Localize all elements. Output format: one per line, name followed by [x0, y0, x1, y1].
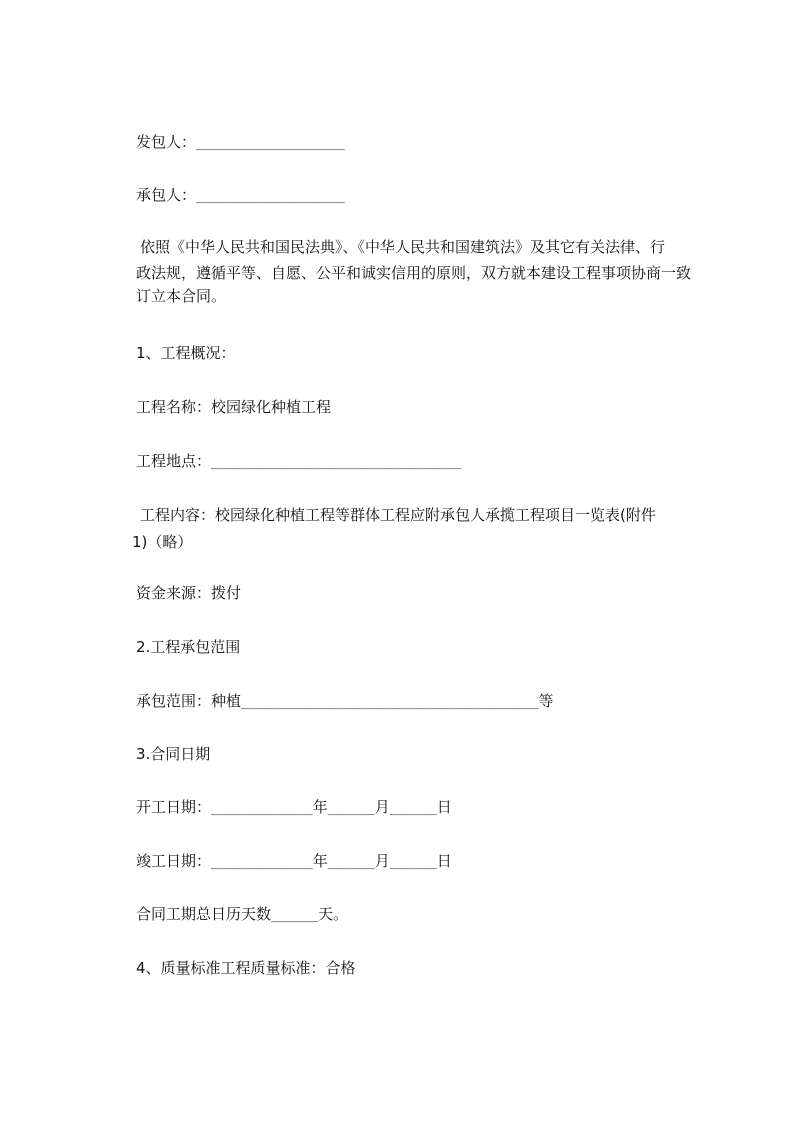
project-name-label: 工程名称：: [136, 398, 212, 416]
end-year-blank: _____________: [211, 855, 313, 870]
contractor-label: 承包人：: [136, 186, 197, 204]
start-day-blank: ______: [389, 801, 437, 816]
start-day-unit: 日: [436, 798, 452, 816]
preamble-line-2: 政法规，遵循平等、自愿、公平和诚实信用的原则，双方就本建设工程事项协商一致: [136, 264, 692, 282]
employer-blank: ___________________: [196, 136, 345, 151]
project-content-line-2: 1)（略）: [132, 533, 193, 551]
funding-label: 资金来源：: [136, 584, 212, 602]
project-location-label: 工程地点：: [136, 452, 212, 470]
start-month-unit: 月: [374, 798, 390, 816]
preamble-line-3: 订立本合同。: [136, 287, 227, 305]
duration-line: [136, 904, 348, 926]
project-location-line: [136, 451, 461, 473]
scope-blank: ______________________________________: [241, 695, 539, 710]
duration-blank: ______: [271, 908, 318, 923]
end-date-line: [136, 851, 452, 873]
scope-line: [136, 691, 553, 713]
section4-heading: 4、质量标准工程质量标准：合格: [136, 959, 356, 977]
start-month-blank: ______: [327, 801, 375, 816]
scope-suffix: 等: [538, 692, 554, 710]
start-year-blank: _____________: [211, 801, 313, 816]
funding-value: 拨付: [211, 584, 242, 602]
section2-heading: 2.工程承包范围: [136, 638, 241, 656]
employer-label: 发包人：: [136, 133, 197, 151]
project-content-paragraph: [132, 505, 706, 564]
employer-line: [136, 132, 345, 154]
project-content-line-1: 工程内容：校园绿化种植工程等群体工程应附承包人承揽工程项目一览表(附件: [140, 506, 656, 524]
section3-heading: 3.合同日期: [136, 745, 211, 763]
section1-heading: 1、工程概况：: [136, 344, 236, 362]
start-year-unit: 年: [312, 798, 328, 816]
end-month-blank: ______: [327, 855, 375, 870]
duration-suffix: 天。: [317, 905, 348, 923]
end-date-label: 竣工日期：: [136, 852, 212, 870]
project-name-value: 校园绿化种植工程: [211, 398, 332, 416]
end-day-unit: 日: [436, 852, 452, 870]
end-month-unit: 月: [374, 852, 390, 870]
duration-prefix: 合同工期总日历天数: [136, 905, 272, 923]
project-name-line: [136, 397, 331, 417]
funding-line: [136, 583, 241, 603]
contractor-line: [136, 185, 345, 207]
end-year-unit: 年: [312, 852, 328, 870]
scope-label: 承包范围：种植: [136, 692, 242, 710]
start-date-line: [136, 797, 452, 819]
contractor-blank: ___________________: [196, 189, 345, 204]
project-location-blank: ________________________________: [211, 455, 462, 470]
end-day-blank: ______: [389, 855, 437, 870]
start-date-label: 开工日期：: [136, 798, 212, 816]
preamble-paragraph: [136, 237, 706, 318]
preamble-line-1: 依照《中华人民共和国民法典》、《中华人民共和国建筑法》及其它有关法律、行: [140, 238, 666, 256]
